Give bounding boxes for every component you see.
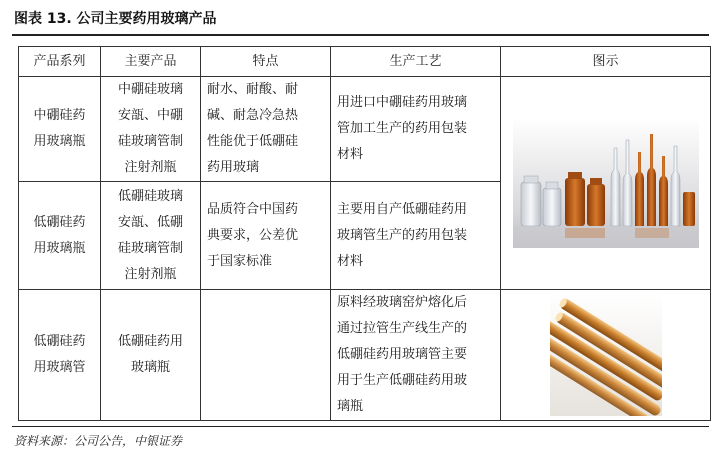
source-rule: [12, 426, 709, 427]
cell-series: 低硼硅药 用玻璃瓶: [19, 182, 101, 290]
cell-process: 主要用自产低硼硅药用 玻璃管生产的药用包装 材料: [331, 182, 501, 290]
figure-caption: 图表 13. 公司主要药用玻璃产品: [14, 11, 217, 27]
table-header-row: [19, 47, 711, 77]
table-row: [19, 77, 711, 182]
cell-illustration-tubes: [501, 290, 711, 421]
table-row: [19, 290, 711, 421]
header-series: 产品系列: [19, 47, 101, 77]
cell-process: 原料经玻璃窑炉熔化后 通过拉管生产线生产的 低硼硅药用玻璃管主要 用于生产低硼硅药用玻 璃瓶: [331, 290, 501, 421]
cell-process: 用进口中硼硅药用玻璃 管加工生产的药用包装 材料: [331, 77, 501, 182]
header-products: 主要产品: [101, 47, 201, 77]
glass-tubes-image: [550, 294, 662, 416]
cell-products: 低硼硅玻璃 安瓿、低硼 硅玻璃管制 注射剂瓶: [101, 182, 201, 290]
header-illustration: 图示: [501, 47, 711, 77]
product-table: [18, 46, 711, 421]
header-features: 特点: [201, 47, 331, 77]
glass-vials-image: [513, 118, 699, 248]
cell-products: 中硼硅玻璃 安瓿、中硼 硅玻璃管制 注射剂瓶: [101, 77, 201, 182]
cell-features: [201, 290, 331, 421]
cell-series: 低硼硅药 用玻璃管: [19, 290, 101, 421]
cell-series: 中硼硅药 用玻璃瓶: [19, 77, 101, 182]
cell-features: 品质符合中国药 典要求，公差优 于国家标准: [201, 182, 331, 290]
cell-products: 低硼硅药用 玻璃瓶: [101, 290, 201, 421]
header-process: 生产工艺: [331, 47, 501, 77]
cell-features: 耐水、耐酸、耐 碱、耐急冷急热 性能优于低硼硅 药用玻璃: [201, 77, 331, 182]
source-note: 资料来源：公司公告，中银证券: [14, 434, 183, 448]
caption-rule: [12, 34, 709, 36]
cell-illustration-vials: [501, 77, 711, 290]
